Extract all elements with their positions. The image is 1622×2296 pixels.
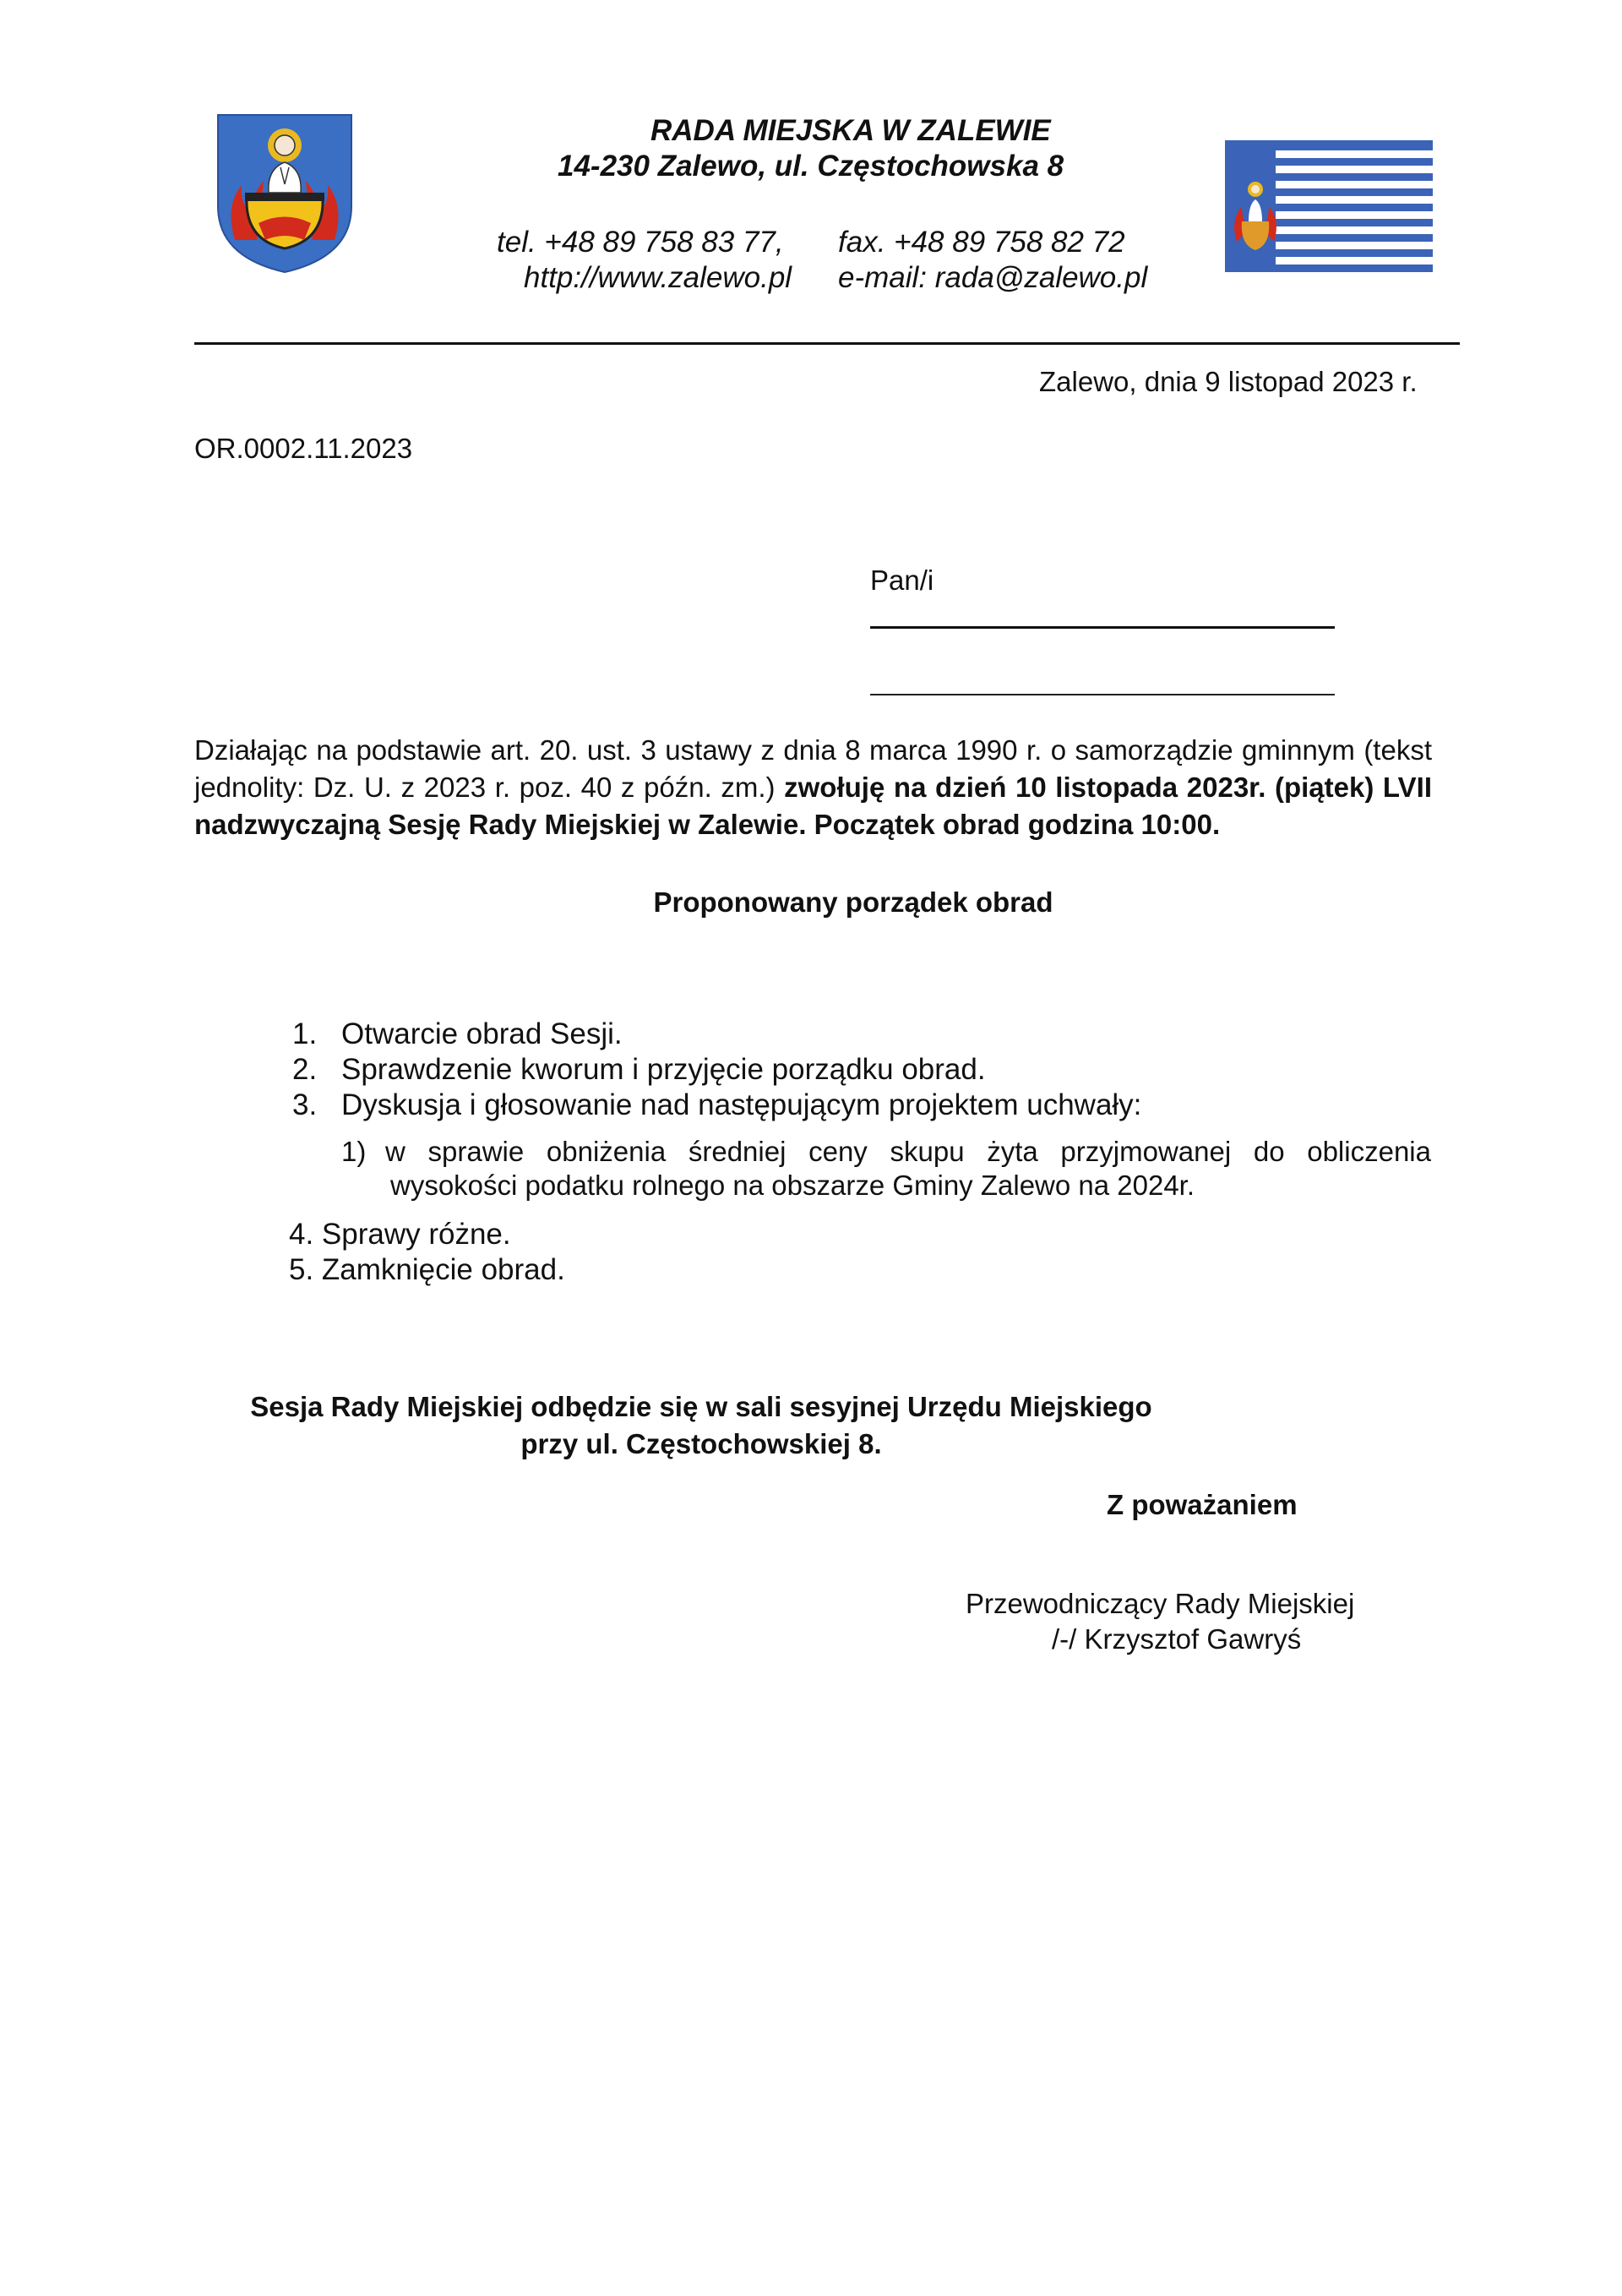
fax: fax. +48 89 758 82 72 — [838, 226, 1125, 259]
agenda-list-continued — [289, 1217, 565, 1288]
agenda-sub-item — [341, 1135, 1431, 1203]
agenda-item-text: Dyskusja i głosowanie nad następującym projektem uchwały: — [341, 1088, 1142, 1121]
addressee-line-2 — [870, 694, 1335, 695]
agenda-item — [292, 1017, 1141, 1052]
session-location — [194, 1388, 1419, 1463]
sub-item-text-line-2: wysokości podatku rolnego na obszarze Gminy Zalewo na 2024r. — [390, 1170, 1195, 1201]
agenda-list — [292, 1017, 1141, 1123]
place-date: Zalewo, dnia 9 listopad 2023 r. — [1039, 366, 1418, 397]
intro-convocation: zwołuję na dzień 10 listopada 2023r. (piątek) LVII nadzwyczajną Sesję Rady Miejskiej w Zalewie. Początek obrad godzina 10:00. — [194, 772, 1432, 840]
agenda-item-number: 3. — [292, 1088, 318, 1121]
location-line-1: Sesja Rady Miejskiej odbędzie się w sali sesyjnej Urzędu Miejskiego — [250, 1391, 1152, 1422]
signatory-name: /-/ Krzysztof Gawryś — [1052, 1623, 1302, 1655]
header-divider — [194, 342, 1460, 345]
addressee-label: Pan/i — [870, 564, 934, 596]
website-link[interactable]: http://www.zalewo.pl — [524, 261, 792, 294]
agenda-item — [292, 1088, 1141, 1123]
signatory-role: Przewodniczący Rady Miejskiej — [966, 1588, 1355, 1619]
agenda-item-number: 1. — [292, 1017, 318, 1050]
agenda-item: 4. Sprawy różne. — [289, 1218, 511, 1251]
agenda-item — [292, 1052, 1141, 1088]
coat-of-arms-icon — [216, 113, 353, 274]
town-flag-icon — [1225, 140, 1433, 272]
intro-paragraph — [194, 732, 1432, 843]
addressee-line-1 — [870, 626, 1335, 629]
reference-number: OR.0002.11.2023 — [194, 433, 413, 464]
sub-item-text-line-1: w sprawie obniżenia średniej ceny skupu żyta przyjmowanej do obliczenia — [385, 1136, 1431, 1167]
agenda-item-number: 2. — [292, 1053, 318, 1086]
telephone: tel. +48 89 758 83 77, — [497, 226, 784, 259]
agenda-item-text: Sprawdzenie kworum i przyjęcie porządku obrad. — [341, 1053, 986, 1086]
location-line-2: przy ul. Częstochowskiej 8. — [520, 1428, 882, 1459]
council-address: 14-230 Zalewo, ul. Częstochowska 8 — [558, 150, 1064, 183]
sub-item-number: 1) — [341, 1136, 367, 1167]
agenda-item-text: Otwarcie obrad Sesji. — [341, 1017, 623, 1050]
intro-legal-basis: Działając na podstawie art. 20. ust. 3 ustawy z dnia 8 marca 1990 r. o samorządzie gminnym (tekst jednolity: Dz. U. z 2023 r. poz. 40 z późn. zm.) — [194, 734, 1432, 803]
council-title: RADA MIEJSKA W ZALEWIE — [650, 114, 1051, 147]
agenda-title: Proponowany porządek obrad — [653, 886, 1053, 918]
closing-salutation: Z poważaniem — [1107, 1489, 1298, 1520]
agenda-item: 5. Zamknięcie obrad. — [289, 1253, 565, 1286]
email-link[interactable]: e-mail: rada@zalewo.pl — [838, 261, 1148, 294]
